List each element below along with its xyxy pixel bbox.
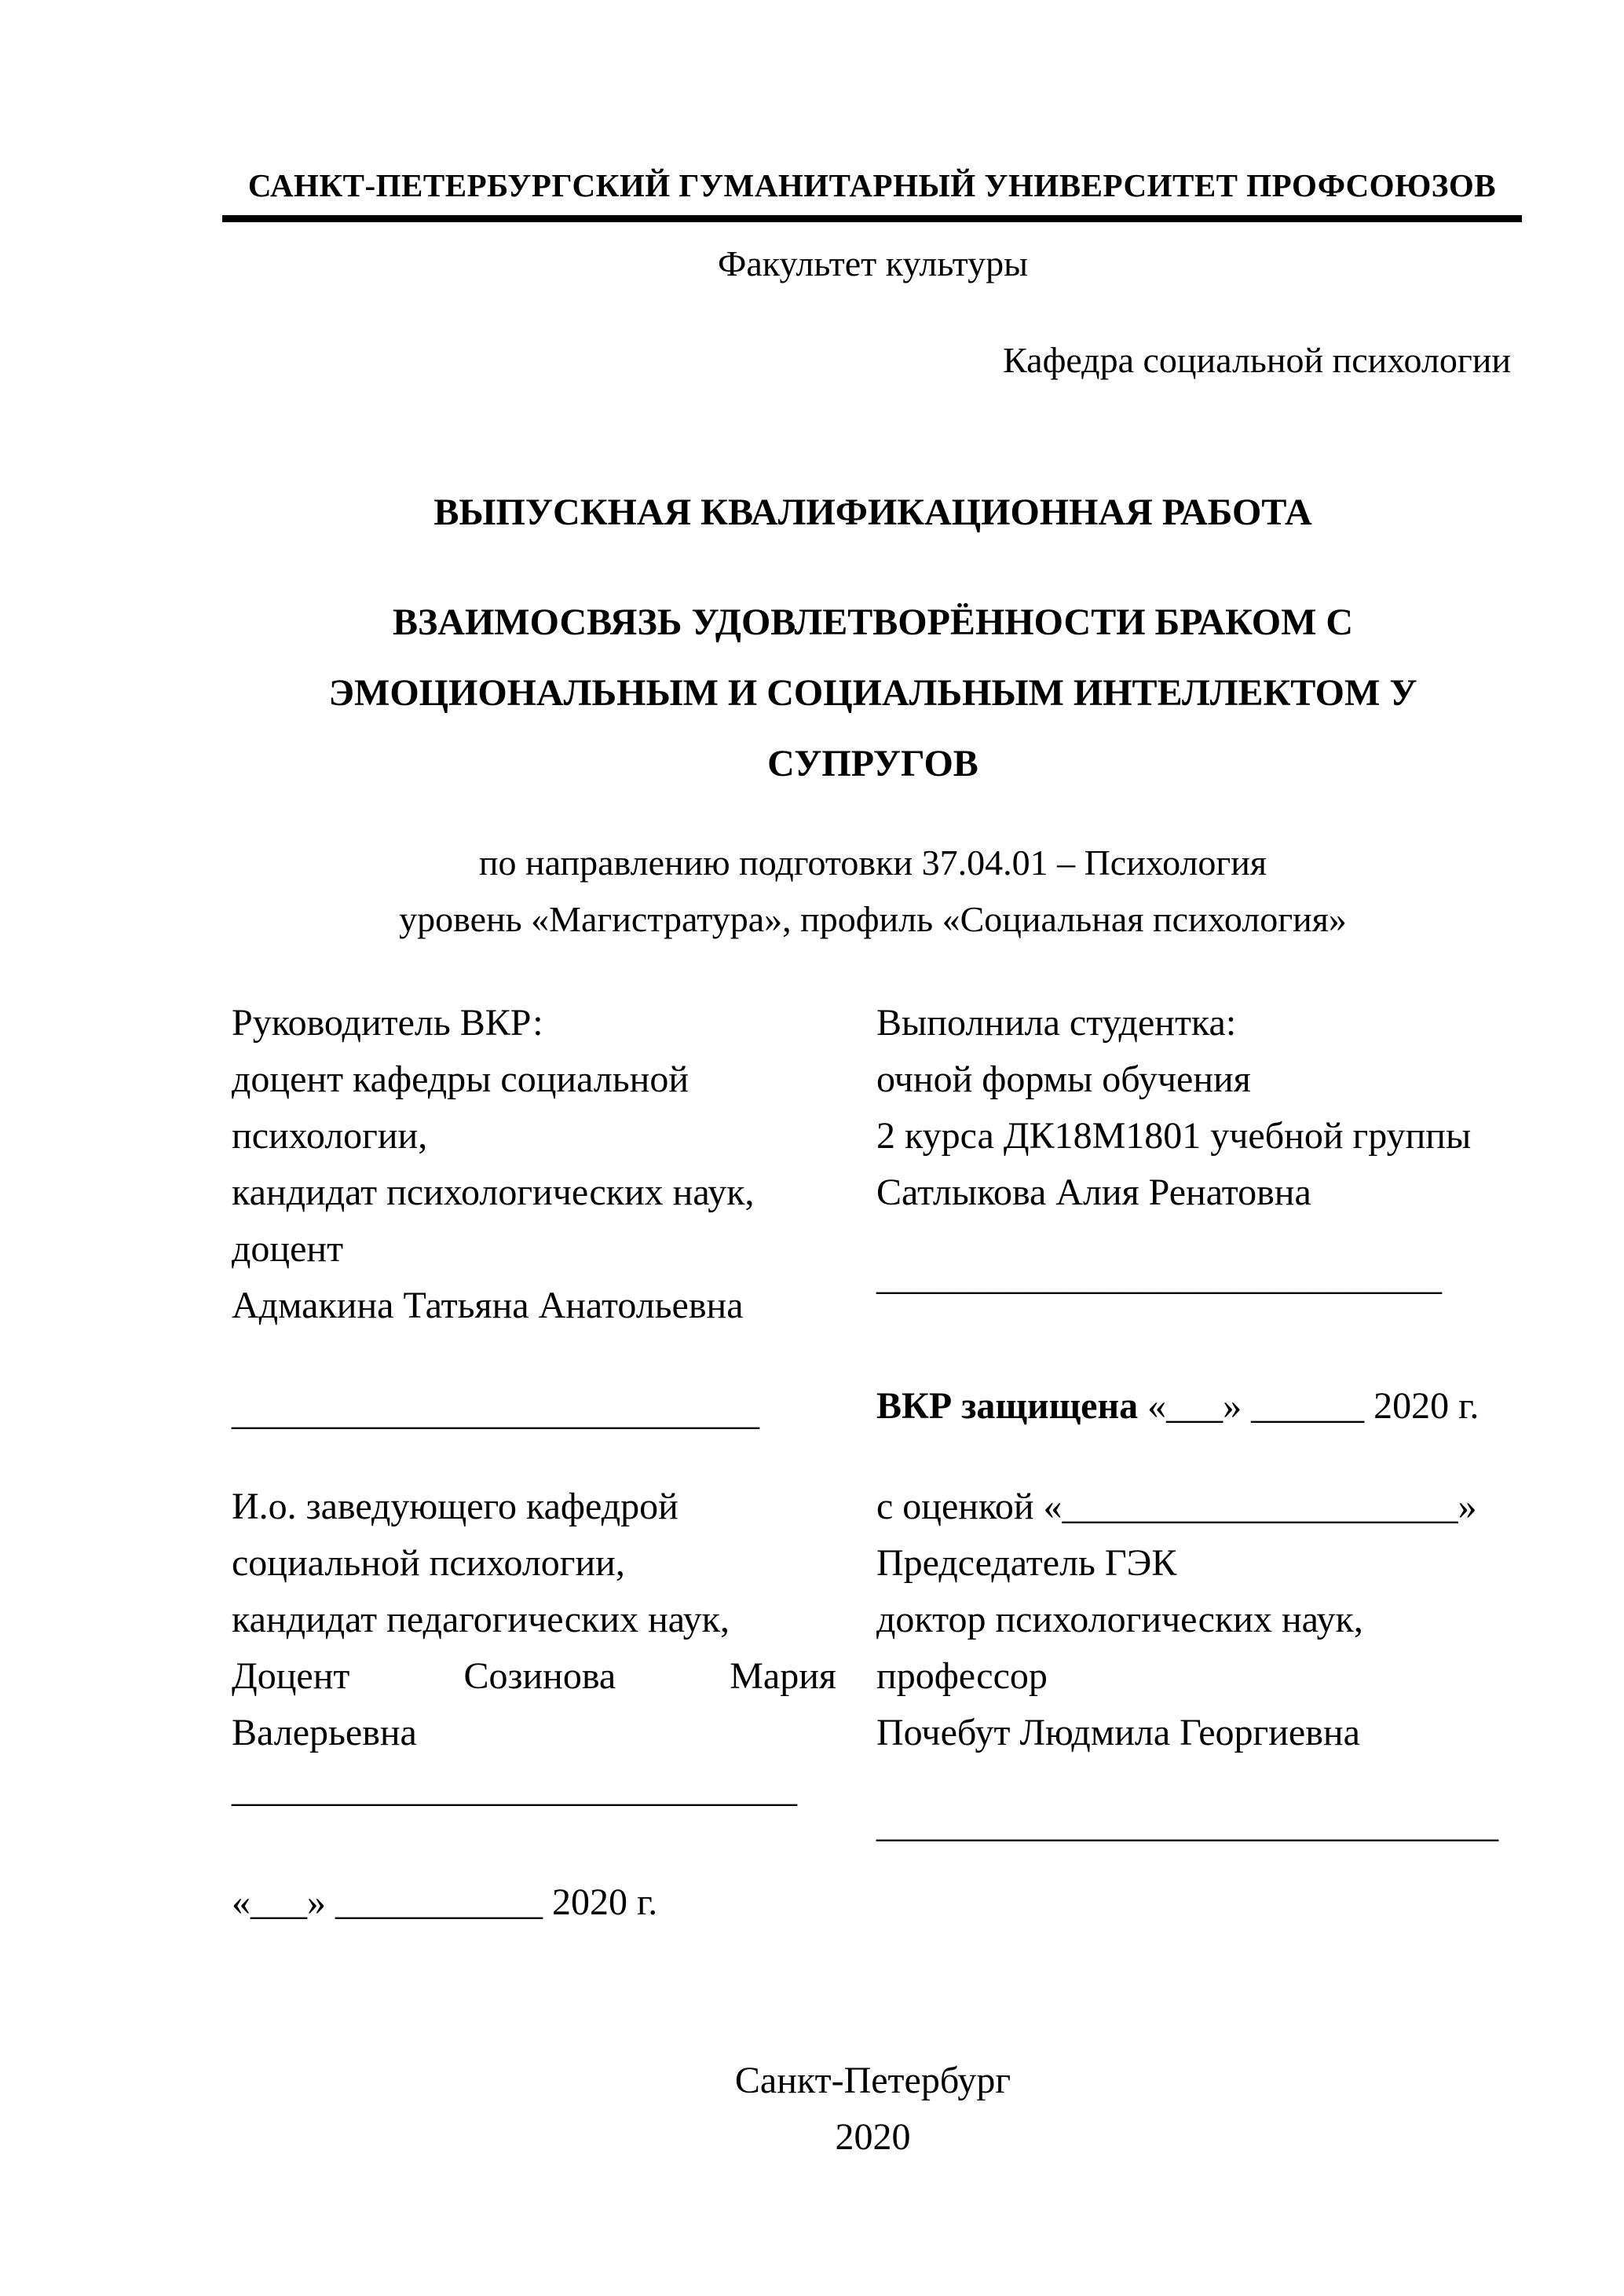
acting-head-signature-blank: ______________________________	[232, 1768, 797, 1810]
committee-chair-signature-blank: _________________________________	[876, 1804, 1498, 1845]
committee-chair-info-line: профессор	[876, 1655, 1048, 1697]
student-signature-blank: ______________________________	[876, 1256, 1442, 1298]
thesis-title-line-1: ВЗАИМОСВЯЗЬ УДОВЛЕТВОРЁННОСТИ БРАКОМ С	[392, 601, 1354, 643]
thesis-title-line-2: ЭМОЦИОНАЛЬНЫМ И СОЦИАЛЬНЫМ ИНТЕЛЛЕКТОМ У	[328, 672, 1417, 714]
supervisor-signature-blank: ____________________________	[232, 1391, 759, 1433]
year-label: 2020	[835, 2116, 911, 2158]
defense-date-line	[876, 1384, 1514, 1441]
defense-date-blank: «___» ______ 2020 г.	[1138, 1385, 1480, 1427]
student-info-line: 2 курса ДК18М1801 учебной группы	[876, 1115, 1472, 1157]
acting-head-name-line: Валерьевна	[232, 1712, 417, 1753]
program-subtitle	[232, 835, 1514, 948]
degree-level-line: уровень «Магистратура», профиль «Социальная психология»	[399, 899, 1347, 939]
acting-head-block	[232, 1479, 836, 1931]
faculty-name: Факультет культуры	[718, 243, 1028, 283]
thesis-title	[232, 587, 1514, 799]
student-info-line: очной формы обучения	[876, 1058, 1251, 1100]
supervisor-info-line: кандидат психологических наук,	[232, 1172, 755, 1213]
committee-chair-heading: Председатель ГЭК	[876, 1542, 1177, 1584]
grade-blank-line: с оценкой «_____________________»	[876, 1486, 1477, 1527]
supervisor-name: Адмакина Татьяна Анатольевна	[232, 1285, 744, 1326]
acting-head-info-line: кандидат педагогических наук,	[232, 1599, 730, 1640]
defense-row	[232, 1384, 1514, 1441]
student-block	[876, 995, 1514, 1334]
student-heading: Выполнила студентка:	[876, 1002, 1237, 1044]
city-name: Санкт-Петербург	[734, 2060, 1011, 2101]
footer-block	[232, 2053, 1514, 2166]
acting-head-committee-section	[232, 1479, 1514, 1931]
department-name: Кафедра социальной психологии	[1003, 340, 1511, 380]
student-name: Сатлыкова Алия Ренатовна	[876, 1172, 1311, 1213]
supervisor-info-line: психологии,	[232, 1115, 428, 1157]
supervisor-student-section	[232, 995, 1514, 1334]
acting-head-name-line: Доцент Созинова Мария	[232, 1655, 836, 1697]
acting-head-info-line: социальной психологии,	[232, 1542, 625, 1584]
university-name: САНКТ-ПЕТЕРБУРГСКИЙ ГУМАНИТАРНЫЙ УНИВЕРСИТЕТ ПРОФСОЮЗОВ	[222, 166, 1522, 222]
committee-chair-info-line: доктор психологических наук,	[876, 1599, 1363, 1640]
acting-head-info-line: И.о. заведующего кафедрой	[232, 1486, 678, 1527]
supervisor-block	[232, 995, 836, 1334]
work-type-heading: ВЫПУСКНАЯ КВАЛИФИКАЦИОННАЯ РАБОТА	[433, 492, 1312, 533]
committee-chair-block	[876, 1479, 1514, 1931]
supervisor-heading: Руководитель ВКР:	[232, 1002, 543, 1044]
degree-program-line: по направлению подготовки 37.04.01 – Психология	[478, 843, 1267, 883]
thesis-title-line-3: СУПРУГОВ	[767, 743, 978, 784]
acting-head-date-blank: «___» ___________ 2020 г.	[232, 1881, 658, 1923]
supervisor-info-line: доцент кафедры социальной	[232, 1058, 689, 1100]
defense-label: ВКР защищена	[876, 1385, 1139, 1427]
supervisor-info-line: доцент	[232, 1228, 344, 1270]
committee-chair-name: Почебут Людмила Георгиевна	[876, 1712, 1360, 1753]
